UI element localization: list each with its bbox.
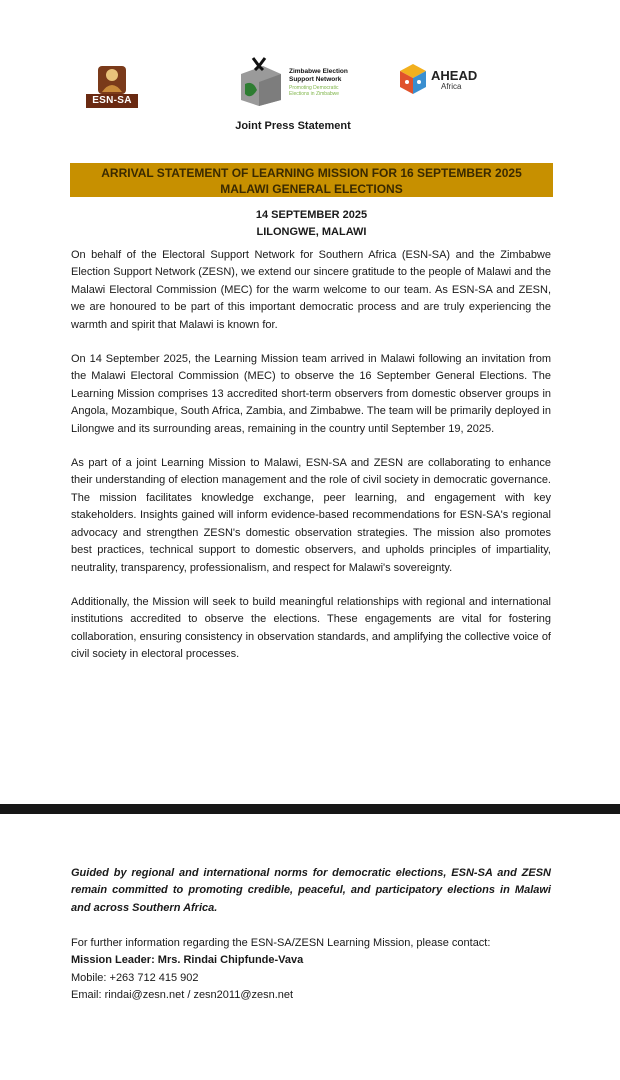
zesn-tagline: Promoting Democratic Elections in Zimbabwe	[289, 85, 340, 97]
mission-leader: Mission Leader: Mrs. Rindai Chipfunde-Vava	[71, 954, 304, 967]
esn-sa-label: ESN-SA	[86, 94, 138, 108]
paragraph: On 14 September 2025, the Learning Mission team arrived in Malawi following an invitation from the Malawi Electoral Commission (MEC) to observe the 16 September General Elections. The Learning Mission comprises 13 accredited short-term observers from domestic observer groups in Angola, Mozambique, South Africa, Zambia, and Zimbabwe. The team will be primarily deployed in Lilongwe and its surrounding areas, remaining in the country until September 19, 2025.	[71, 353, 551, 435]
contact-email: Email: rindai@zesn.net / zesn2011@zesn.net	[71, 989, 294, 1002]
ballot-box-icon	[235, 56, 287, 108]
paragraph: As part of a joint Learning Mission to Malawi, ESN-SA and ZESN are collaborating to enhance their understanding of election management and the role of civil society in democratic governance. The mission facilitates knowledge exchange, peer learning, and engagement with key stakeholders. Insights gained will inform evidence-based recommendations for ESN-SA's regional advocacy and strengthen ZESN's domestic observation strategies. The mission also promotes best practices, technical support to domestic observers, and upholds principles of impartiality, neutrality, transparency, professionalism, and respect for Malawi's sovereignty.	[71, 457, 551, 574]
divider-bar	[0, 804, 620, 814]
statement-date: 14 SEPTEMBER 2025	[255, 209, 368, 221]
paragraph: On behalf of the Electoral Support Network for Southern Africa (ESN-SA) and the Zimbabwe Election Support Network (ZESN), we extend our sincere gratitude to the people of Malawi and the Malawi Electoral Commission (MEC) for the warm welcome to our team. As ESN-SA and ZESN, we are honoured to be part of this important democratic process and are truly experiencing the warmth and spirit that Malawi is known for.	[71, 249, 551, 331]
ahead-africa-logo	[398, 60, 488, 100]
zesn-logo	[235, 56, 355, 108]
contact-mobile: Mobile: +263 712 415 902	[71, 971, 199, 984]
contact-block	[71, 935, 551, 1005]
closing-statement: Guided by regional and international norms for democratic elections, ESN-SA and ZESN remain committed to promoting credible, peaceful, and participatory elections in Malawi and across Southern Africa.	[71, 867, 551, 914]
esn-sa-logo	[84, 62, 140, 108]
esn-emblem-icon	[84, 62, 140, 96]
title-banner	[70, 163, 553, 197]
statement-body	[71, 247, 551, 681]
ahead-name: AHEAD	[431, 68, 478, 83]
ahead-cube-icon	[398, 62, 428, 98]
ahead-sub: Africa	[441, 82, 462, 91]
title-line-2: MALAWI GENERAL ELECTIONS	[220, 182, 403, 196]
paragraph: Additionally, the Mission will seek to build meaningful relationships with regional and international institutions accredited to observe the elections. These engagements are vital for fostering collaboration, ensuring consistency in observation standards, and amplifying the collective voice of civil society in electoral processes.	[71, 595, 551, 661]
logo-row	[0, 56, 620, 112]
dateline	[70, 207, 553, 241]
title-line-1: ARRIVAL STATEMENT OF LEARNING MISSION FOR 16 SEPTEMBER 2025	[101, 166, 522, 180]
statement-place: LILONGWE, MALAWI	[256, 226, 367, 238]
contact-intro: For further information regarding the ESN-SA/ZESN Learning Mission, please contact:	[71, 937, 491, 949]
zesn-name: Zimbabwe Election Support Network	[289, 68, 348, 83]
joint-statement-label: Joint Press Statement	[235, 120, 351, 132]
